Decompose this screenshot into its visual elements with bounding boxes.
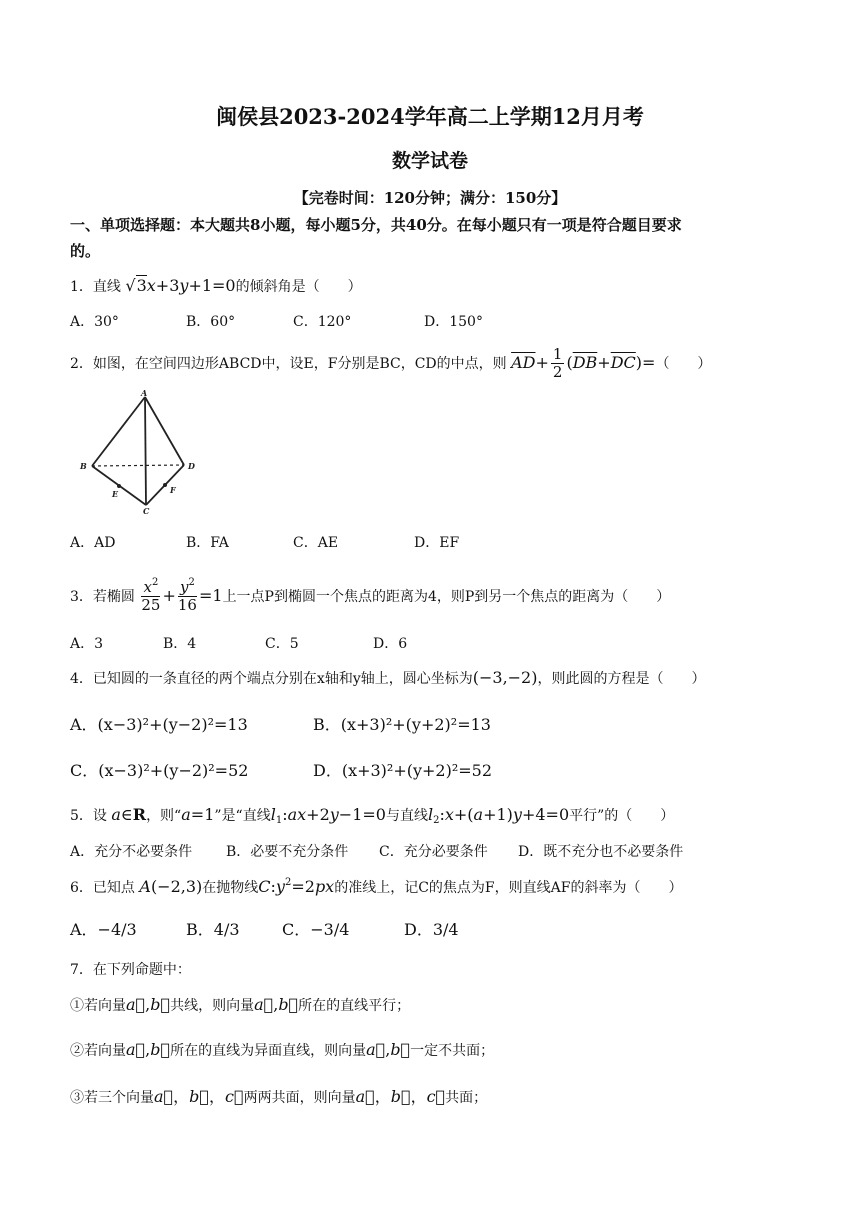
q3-option-a: A．3	[70, 636, 104, 652]
q7-s3-pre: ③若三个向量	[70, 1090, 154, 1106]
q3-option-d: D．6	[373, 636, 408, 652]
q1-option-d: D．150°	[424, 314, 483, 330]
q5-text-d: 与直线	[385, 808, 428, 824]
q7-s1-post: 所在的直线平行；	[298, 998, 411, 1014]
q2-option-c-text: C．AE	[293, 535, 339, 551]
q1-number: 1．	[70, 279, 93, 295]
q2-number: 2．	[70, 356, 93, 372]
question-5	[70, 805, 674, 826]
q6-option-d: D．3/4	[404, 920, 459, 939]
q5-text-b: ，则“	[146, 808, 182, 824]
q5-condition: a=1	[181, 805, 215, 824]
q5-number: 5．	[70, 808, 93, 824]
question-6	[70, 877, 682, 898]
q7-s1-pre: ①若向量	[70, 998, 126, 1014]
q1-option-c: C．120°	[293, 314, 352, 330]
q2-option-c	[293, 533, 338, 553]
q2-text-pre: 如图，在空间四边形ABCD中，设E，F分别是BC，CD的中点，则	[92, 356, 507, 372]
q3-text-pre: 若椭圆	[92, 589, 135, 605]
q1-formula: √3x+3y+1=0	[125, 276, 236, 295]
figure-label-a: A	[141, 388, 148, 398]
page-subtitle: 数学试卷	[391, 150, 468, 172]
q4-option-a: A．(x−3)²+(y−2)²=13	[70, 715, 248, 734]
q4-option-b: B．(x+3)²+(y+2)²=13	[313, 715, 491, 734]
page-title: 闽侯县2023-2024学年高二上学期12月月考	[216, 104, 644, 129]
q5-option-d: D．既不充分也不必要条件	[518, 844, 684, 860]
q4-text-pre: 已知圆的一条直径的两个端点分别在x轴和y轴上，圆心坐标为	[92, 671, 473, 687]
q6-option-b: B．4/3	[186, 920, 240, 939]
q5-text-e: 平行”的（ ）	[569, 808, 675, 824]
q1-option-a: A．30°	[70, 314, 119, 330]
section-heading-line2: 的。	[70, 242, 101, 260]
q3-text-post: 上一点P到椭圆一个焦点的距离为4，则P到另一个焦点的距离为（ ）	[222, 589, 671, 605]
q6-point: A(−2,3)	[139, 877, 203, 896]
q3-option-c: C．5	[265, 636, 299, 652]
q7-s2-pre: ②若向量	[70, 1043, 126, 1059]
q7-s2-mid: 所在的直线为异面直线，则向量	[170, 1043, 367, 1059]
q3-formula: $\frac{x^2}{25}$ + $\frac{y^2}{16}$ =1	[141, 577, 223, 614]
q5-text-a: 设	[92, 808, 107, 824]
q3-number: 3．	[70, 589, 93, 605]
q2-option-b-text: B．FA	[186, 535, 229, 551]
q2-option-a	[70, 533, 115, 553]
exam-info: 【完卷时间：120分钟；满分：150分】	[293, 189, 567, 207]
figure-label-e: E	[112, 489, 119, 499]
q7-s2-post: 一定不共面；	[410, 1043, 495, 1059]
section-heading-line1: 一、单项选择题：本大题共8小题，每小题5分，共40分。在每小题只有一项是符合题目要求	[70, 216, 682, 234]
question-7	[70, 960, 191, 980]
figure-label-f: F	[170, 485, 176, 495]
q2-option-a-text: A．AD	[70, 535, 116, 551]
q2-text-post: （ ）	[655, 356, 712, 372]
q7-statement-2: ②若向量a⃗,b⃗所在的直线为异面直线，则向量a⃗,b⃗一定不共面；	[70, 1040, 495, 1059]
figure-label-c: C	[143, 506, 150, 516]
q5-option-b: B．必要不充分条件	[226, 844, 349, 860]
q4-text-post: ，则此圆的方程是（ ）	[537, 671, 706, 687]
q7-text: 在下列命题中：	[92, 962, 191, 978]
q5-set: a∈R	[111, 805, 147, 824]
q6-number: 6．	[70, 880, 93, 896]
q1-text-post: 的倾斜角是（ ）	[235, 279, 362, 295]
q7-statement-3: ③若三个向量a⃗，b⃗，c⃗两两共面，则向量a⃗，b⃗，c⃗共面；	[70, 1087, 488, 1106]
question-3	[70, 578, 670, 615]
q6-parabola: $C:y^2=2px$	[258, 877, 335, 896]
q6-text-a: 已知点	[92, 880, 135, 896]
question-1	[70, 276, 362, 297]
q1-option-b: B．60°	[186, 314, 236, 330]
q5-text-c: ”是“直线	[214, 808, 271, 824]
q6-text-c: 的准线上，记C的焦点为F，则直线AF的斜率为（ ）	[334, 880, 683, 896]
q5-line1: $l_1:ax+2y-1=0$	[270, 805, 386, 826]
figure-label-d: D	[188, 461, 195, 471]
q7-statement-1: ①若向量a⃗,b⃗共线，则向量a⃗,b⃗所在的直线平行；	[70, 995, 411, 1014]
question-4	[70, 668, 705, 689]
q3-option-b: B．4	[163, 636, 197, 652]
figure-label-b: B	[80, 461, 87, 471]
q7-s3-mid: 两两共面，则向量	[243, 1090, 356, 1106]
question-2	[70, 346, 711, 381]
q2-formula: $\overline{AD}+$ $\frac{1}{2}$ $(\overline{DB}+\overline{DC})=$	[511, 345, 656, 381]
tetrahedron-figure	[72, 386, 212, 516]
q4-option-d: D．(x+3)²+(y+2)²=52	[313, 761, 493, 780]
q7-s1-mid: 共线，则向量	[170, 998, 255, 1014]
q6-option-a: A．−4/3	[70, 920, 137, 939]
q2-option-d	[414, 533, 459, 553]
q4-option-c: C．(x−3)²+(y−2)²=52	[70, 761, 249, 780]
q7-s3-post: 共面；	[445, 1090, 488, 1106]
q4-center: (−3,−2)	[472, 668, 538, 687]
q7-number: 7．	[70, 962, 93, 978]
q5-option-a: A．充分不必要条件	[70, 844, 193, 860]
q6-option-c: C．−3/4	[282, 920, 350, 939]
q5-line2: $l_2:x+(a+1)y+4=0$	[427, 805, 570, 826]
q2-option-d-text: D．EF	[414, 535, 460, 551]
q1-text-pre: 直线	[92, 279, 121, 295]
q5-option-c: C．充分必要条件	[379, 844, 488, 860]
q4-number: 4．	[70, 671, 93, 687]
q2-option-b	[186, 533, 229, 553]
q6-text-b: 在抛物线	[202, 880, 259, 896]
